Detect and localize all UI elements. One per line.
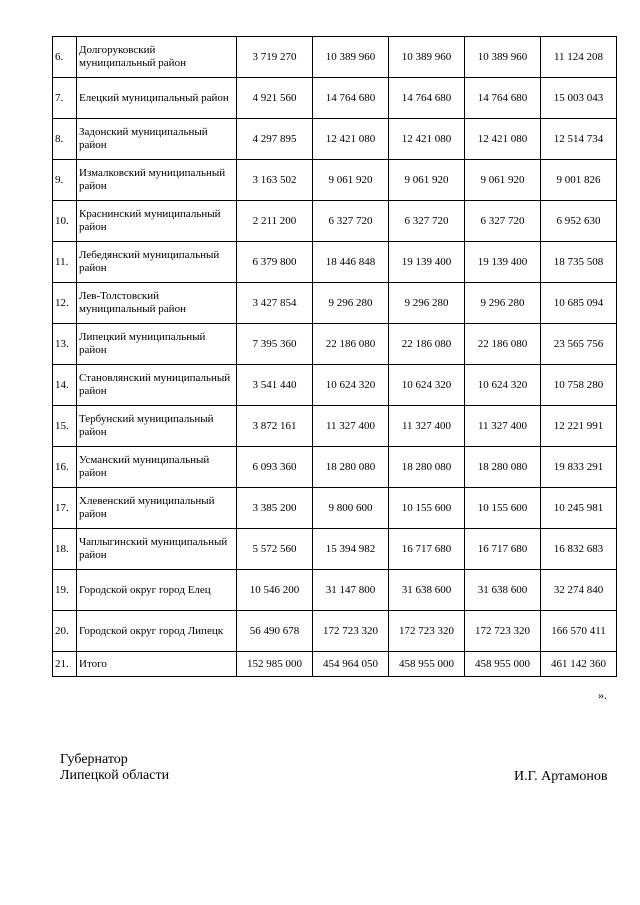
- value-cell: 12 514 734: [541, 119, 617, 160]
- value-cell: 11 327 400: [313, 406, 389, 447]
- value-cell: 9 001 826: [541, 160, 617, 201]
- value-cell: 18 280 080: [313, 447, 389, 488]
- value-cell: 4 921 560: [237, 78, 313, 119]
- row-name: Задонский муниципальный район: [77, 119, 237, 160]
- value-cell: 31 147 800: [313, 570, 389, 611]
- row-number: 14.: [53, 365, 77, 406]
- value-cell: 31 638 600: [389, 570, 465, 611]
- value-cell: 9 061 920: [313, 160, 389, 201]
- row-name: Елецкий муниципальный район: [77, 78, 237, 119]
- row-name: Усманский муниципальный район: [77, 447, 237, 488]
- value-cell: 2 211 200: [237, 201, 313, 242]
- value-cell: 166 570 411: [541, 611, 617, 652]
- value-cell: 10 245 981: [541, 488, 617, 529]
- value-cell: 7 395 360: [237, 324, 313, 365]
- value-cell: 16 717 680: [389, 529, 465, 570]
- value-cell: 14 764 680: [389, 78, 465, 119]
- value-cell: 10 389 960: [313, 37, 389, 78]
- value-cell: 10 155 600: [389, 488, 465, 529]
- signature-name: И.Г. Артамонов: [514, 769, 608, 784]
- value-cell: 19 139 400: [465, 242, 541, 283]
- value-cell: 18 280 080: [389, 447, 465, 488]
- value-cell: 23 565 756: [541, 324, 617, 365]
- value-cell: 12 421 080: [389, 119, 465, 160]
- value-cell: 10 624 320: [313, 365, 389, 406]
- value-cell: 56 490 678: [237, 611, 313, 652]
- value-cell: 18 446 848: [313, 242, 389, 283]
- value-cell: 3 872 161: [237, 406, 313, 447]
- value-cell: 3 163 502: [237, 160, 313, 201]
- table-row: [53, 365, 617, 406]
- value-cell: 11 124 208: [541, 37, 617, 78]
- row-name: Хлевенский муниципальный район: [77, 488, 237, 529]
- value-cell: 172 723 320: [313, 611, 389, 652]
- row-number: 18.: [53, 529, 77, 570]
- value-cell: 22 186 080: [313, 324, 389, 365]
- table-body: [53, 37, 617, 677]
- value-cell: 3 719 270: [237, 37, 313, 78]
- row-number: 8.: [53, 119, 77, 160]
- table-row: [53, 406, 617, 447]
- value-cell: 19 833 291: [541, 447, 617, 488]
- value-cell: 172 723 320: [389, 611, 465, 652]
- value-cell: 18 735 508: [541, 242, 617, 283]
- value-cell: 3 541 440: [237, 365, 313, 406]
- value-cell: 22 186 080: [465, 324, 541, 365]
- signature-title-line2: Липецкой области: [60, 768, 170, 783]
- value-cell: 19 139 400: [389, 242, 465, 283]
- value-cell: 10 389 960: [465, 37, 541, 78]
- value-cell: 18 280 080: [465, 447, 541, 488]
- value-cell: 458 955 000: [465, 652, 541, 677]
- value-cell: 9 296 280: [313, 283, 389, 324]
- row-name: Лебедянский муниципальный район: [77, 242, 237, 283]
- signature-title-line1: Губернатор: [60, 752, 128, 767]
- value-cell: 15 394 982: [313, 529, 389, 570]
- row-name: Лев-Толстовский муниципальный район: [77, 283, 237, 324]
- row-number: 6.: [53, 37, 77, 78]
- table-row: [53, 324, 617, 365]
- value-cell: 9 061 920: [465, 160, 541, 201]
- value-cell: 6 327 720: [313, 201, 389, 242]
- row-name: Становлянский муниципальный район: [77, 365, 237, 406]
- row-name: Итого: [77, 652, 237, 677]
- value-cell: 16 832 683: [541, 529, 617, 570]
- value-cell: 10 685 094: [541, 283, 617, 324]
- value-cell: 3 427 854: [237, 283, 313, 324]
- value-cell: 11 327 400: [389, 406, 465, 447]
- value-cell: 152 985 000: [237, 652, 313, 677]
- value-cell: 14 764 680: [313, 78, 389, 119]
- row-number: 9.: [53, 160, 77, 201]
- data-table: [52, 36, 617, 677]
- value-cell: 10 546 200: [237, 570, 313, 611]
- table-row: [53, 611, 617, 652]
- row-name: Долгоруковский муниципальный район: [77, 37, 237, 78]
- value-cell: 6 952 630: [541, 201, 617, 242]
- value-cell: 15 003 043: [541, 78, 617, 119]
- table-row: [53, 447, 617, 488]
- closing-quote-mark: ».: [598, 688, 607, 702]
- value-cell: 6 379 800: [237, 242, 313, 283]
- row-name: Чаплыгинский муниципальный район: [77, 529, 237, 570]
- value-cell: 4 297 895: [237, 119, 313, 160]
- table-row: [53, 652, 617, 677]
- table-row: [53, 570, 617, 611]
- value-cell: 32 274 840: [541, 570, 617, 611]
- row-name: Городской округ город Елец: [77, 570, 237, 611]
- value-cell: 9 061 920: [389, 160, 465, 201]
- value-cell: 10 389 960: [389, 37, 465, 78]
- value-cell: 14 764 680: [465, 78, 541, 119]
- row-number: 7.: [53, 78, 77, 119]
- row-number: 16.: [53, 447, 77, 488]
- value-cell: 22 186 080: [389, 324, 465, 365]
- row-name: Городской округ город Липецк: [77, 611, 237, 652]
- value-cell: 10 624 320: [465, 365, 541, 406]
- table-row: [53, 242, 617, 283]
- row-number: 19.: [53, 570, 77, 611]
- row-number: 20.: [53, 611, 77, 652]
- table-row: [53, 119, 617, 160]
- row-number: 11.: [53, 242, 77, 283]
- value-cell: 10 624 320: [389, 365, 465, 406]
- value-cell: 10 758 280: [541, 365, 617, 406]
- value-cell: 172 723 320: [465, 611, 541, 652]
- value-cell: 11 327 400: [465, 406, 541, 447]
- table-row: [53, 160, 617, 201]
- value-cell: 12 421 080: [465, 119, 541, 160]
- table-row: [53, 78, 617, 119]
- value-cell: 5 572 560: [237, 529, 313, 570]
- row-number: 10.: [53, 201, 77, 242]
- row-number: 17.: [53, 488, 77, 529]
- table-row: [53, 529, 617, 570]
- value-cell: 461 142 360: [541, 652, 617, 677]
- signature-title: [60, 752, 169, 784]
- value-cell: 3 385 200: [237, 488, 313, 529]
- table-row: [53, 37, 617, 78]
- row-number: 15.: [53, 406, 77, 447]
- value-cell: 12 221 991: [541, 406, 617, 447]
- value-cell: 454 964 050: [313, 652, 389, 677]
- row-name: Липецкий муниципальный район: [77, 324, 237, 365]
- table-row: [53, 201, 617, 242]
- row-name: Тербунский муниципальный район: [77, 406, 237, 447]
- table-row: [53, 283, 617, 324]
- value-cell: 9 800 600: [313, 488, 389, 529]
- value-cell: 6 327 720: [465, 201, 541, 242]
- row-name: Краснинский муниципальный район: [77, 201, 237, 242]
- value-cell: 16 717 680: [465, 529, 541, 570]
- row-name: Измалковский муниципальный район: [77, 160, 237, 201]
- value-cell: 458 955 000: [389, 652, 465, 677]
- row-number: 21.: [53, 652, 77, 677]
- value-cell: 31 638 600: [465, 570, 541, 611]
- value-cell: 9 296 280: [389, 283, 465, 324]
- value-cell: 12 421 080: [313, 119, 389, 160]
- row-number: 13.: [53, 324, 77, 365]
- value-cell: 10 155 600: [465, 488, 541, 529]
- value-cell: 6 327 720: [389, 201, 465, 242]
- table-row: [53, 488, 617, 529]
- value-cell: 9 296 280: [465, 283, 541, 324]
- value-cell: 6 093 360: [237, 447, 313, 488]
- row-number: 12.: [53, 283, 77, 324]
